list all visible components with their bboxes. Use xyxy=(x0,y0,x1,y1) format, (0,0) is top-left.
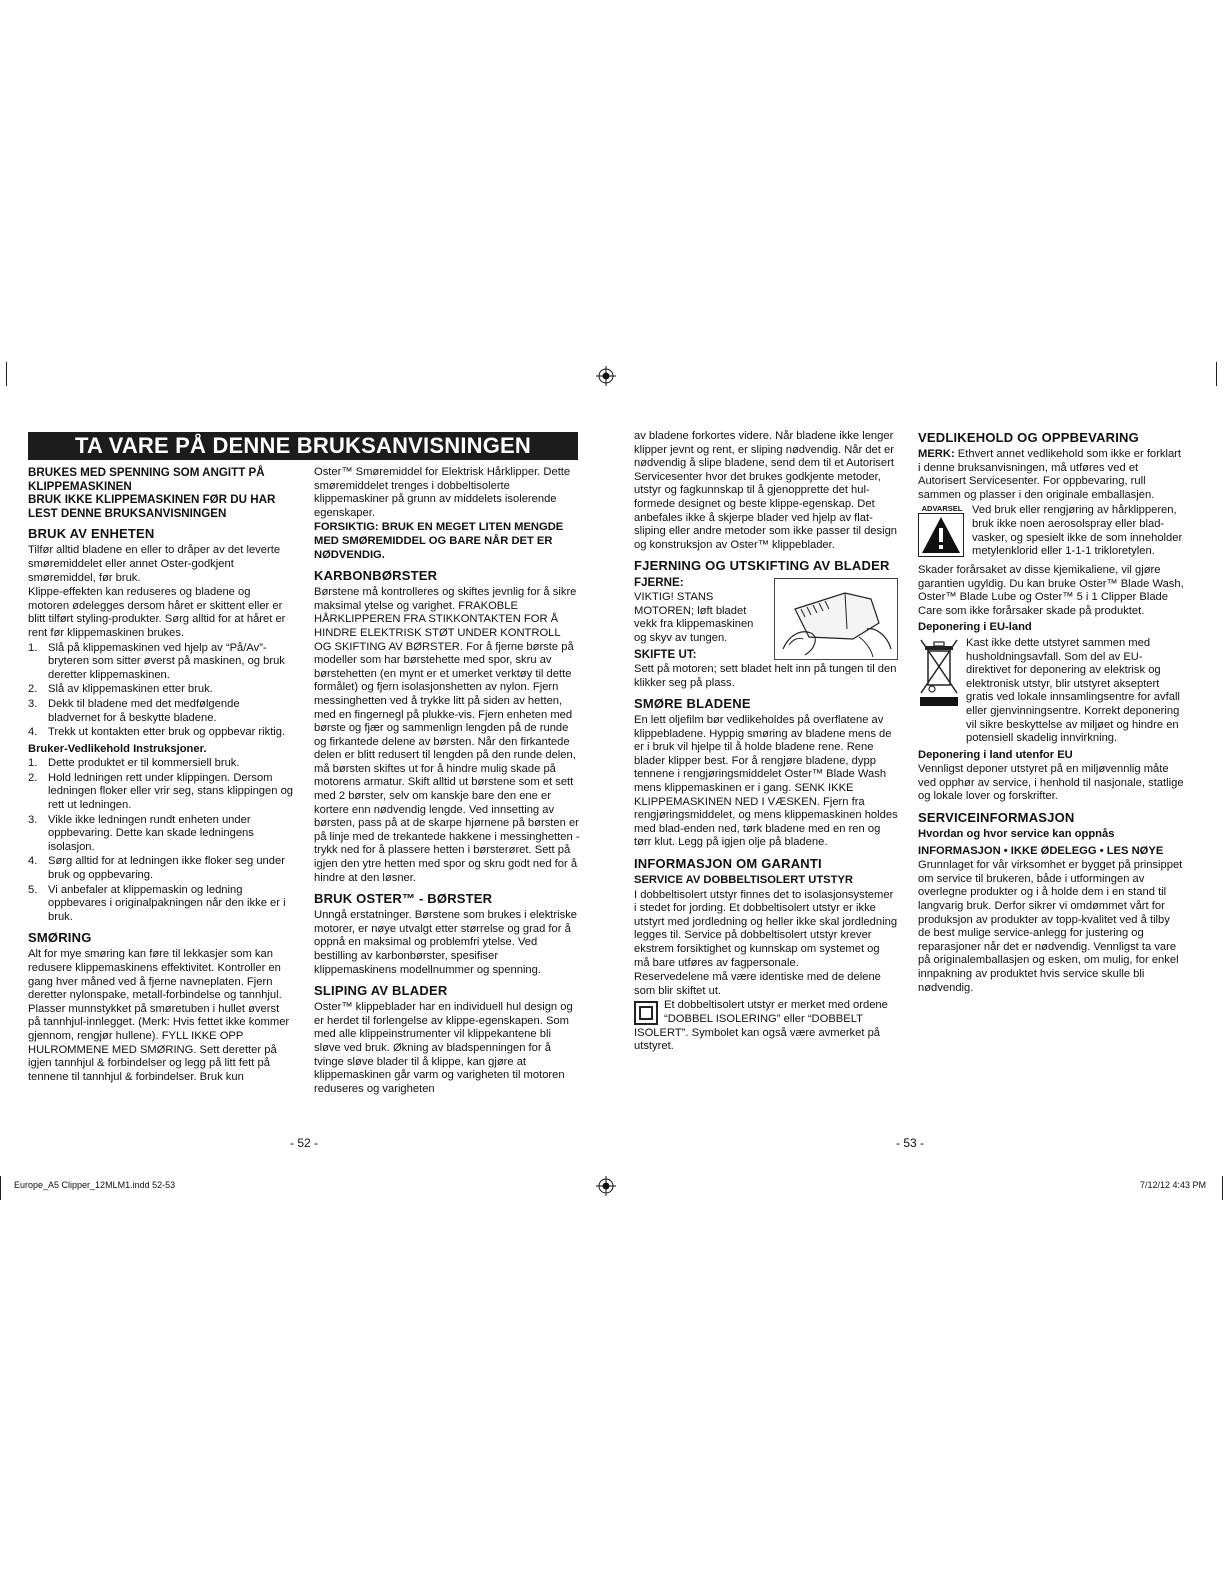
heading-bruk-av-enheten: BRUK AV ENHETEN xyxy=(28,526,155,542)
heading-service-dobbeltisolert: SERVICE AV DOBBELTISOLERT UTSTYR xyxy=(634,874,854,887)
list-item: 4. Trekk ut kontakten etter bruk og oppbevar riktig. xyxy=(28,726,286,739)
warning-triangle-icon xyxy=(918,513,964,557)
list-item: 3. Dekk til bladene med det medfølgende bladvernet for å beskytte bladene. xyxy=(28,697,240,724)
paragraph-sliping: Oster™ klippeblader har en individuell hul design og er herdet til forlengelse av klippe-egenskapen. Som med alle klippeinstrumenter vil klippekantene bli sløve ved bruk. Økning av bladspenningen for å tvinge sløve blader til å klippe, kan gjøre at klippemaskinen går varm og varigheten til motoren reduseres og varigheten xyxy=(314,1001,573,1095)
page-number-left: - 52 - xyxy=(290,1136,319,1150)
list-bruk xyxy=(28,642,294,740)
paragraph-advarsel: Ved bruk eller rengjøring av hårklipperen, bruk ikke noen aerosolspray eller blad-vasker, og spesielt ikke de som inneholder metylenklorid eller 1-1-1 trikloretylen. xyxy=(972,504,1183,558)
heading-deponering-utenfor-eu: Deponering i land utenfor EU xyxy=(918,748,1073,761)
warning-badge xyxy=(918,504,966,562)
paragraph-smoring: Alt for mye smøring kan føre til lekkasjer som kan redusere klippemaskinens effektivitet. Kontroller en gang hver måned ved å fjerne navneplaten. Fjern deretter nylonspake, metall-forbindelse og tannhjul. Plasser munnstykket på smøretuben i hullet øverst på tannhjul-innlegget. (Merk: Hvis fettet ikke kommer gjennom, rengjør hullene). FYLL IKKE OPP HULROMMENE MED SMØRING. Sett deretter på igjen tannhjul & forbindelser og legg på litt fett på tennene til tannhjul & forbindelser. Bruk kun xyxy=(28,948,290,1083)
caution-text: FORSIKTIG: BRUK EN MEGET LITEN MENGDE MED SMØREMIDDEL OG BARE NÅR DET ER NØDVENDIG. xyxy=(314,521,564,561)
registration-mark-top-icon xyxy=(596,366,616,386)
crop-mark-left xyxy=(6,362,7,386)
list-item: 4. Sørg alltid for at ledningen ikke floker seg under bruk og oppbevaring. xyxy=(28,855,285,882)
list-item: 2. Hold ledningen rett under klippingen. Dersom ledningen floker eller vrir seg, stans klippingen og rett ut ledningen. xyxy=(28,771,294,812)
heading-sliping: SLIPING AV BLADER xyxy=(314,983,448,999)
paragraph-deponering-eu: Kast ikke dette utstyret sammen med husholdningsavfall. Som del av EU-direktivet for deponering av elektrisk og elektronisk utstyr, blir utstyret akseptert gratis ved lokale innsamlingsentre for avfall eller gjenvinningsentre. Korrekt deponering vil sikre beskyttelse av miljøet og hindre en potensiell skadelig innvirkning. xyxy=(966,636,1180,745)
slug-filename: Europe_A5 Clipper_12MLM1.indd 52-53 xyxy=(14,1180,176,1190)
paragraph-sliping-cont: av bladene forkortes videre. Når bladene ikke lenger klipper jevnt og rent, er sliping nødvendig. Når det er nødvendig å slipe bladene, send dem til et Autorisert Servicesenter hvor det brukes godkjente metoder, utstyr og fagkunnskap til å gjenopprette det hul-formede designet og beste klippe-egenskap. Det anbefales ikke å skjerpe blader ved hjelp av flat-sliping eller andre metoder som ikke passer til design og konstruksjon av Oster™ klippeblader. xyxy=(634,430,898,551)
paragraph-karbonborster: Børstene må kontrolleres og skiftes jevnlig for å sikre maksimal ytelse og varighet. FRAKOBLE HÅRKLIPPEREN FRA STIKKONTAKTEN FOR Å HINDRE ELEKTRISK STØT UNDER KONTROLL OG SKIFTING AV BØRSTER. For å fjerne børste på modeller som har børstehette med spor, skru av børstehetten (en mynt er et umerket verktøy til dette formålet) og fjern isolasjonshetten av nylon. Fjern messinghetten ved å trykke litt på siden av hetten, med en fingernegl på plukke-vis. Fjern enheten med børste og fjær og sammenlign lengden på de runde og firkantede delene av børsten. Når den firkantede delen er blitt redusert til lengden på den runde delen, må børsten skiftes ut for å hindre mulig skade på motorens armatur. Skift alltid ut børstene som et sett med 2 børster, selv om kanskje bare den ene er kortere enn nødvendig lengde. Ved innsetting av børsten, pass på at de skarpe hjørnene på børsten er på linje med de trekantede hakkene i messinghetten - trykk ned for å plassere hetten i børsterøret. Sett på igjen den ytre hetten med spor og skru godt ned for å hindre at den løsner. xyxy=(314,586,580,884)
warning-block xyxy=(918,504,1184,562)
warning-label: ADVARSEL xyxy=(921,504,963,514)
paragraph-merk: MERK: Ethvert annet vedlikehold som ikke er forklart i denne bruksanvisningen, må utføres ved et Autorisert Servicesenter. For oppbevaring, rull sammen og plasser i den originale emballasjen. xyxy=(918,448,1182,501)
heading-bruk-oster-borster: BRUK OSTER™ - BØRSTER xyxy=(314,891,493,907)
paragraph-deponering-utenfor-eu: Vennligst deponer utstyret på en miljøvennlig måte ved opphør av service, i henhold til nasjonale, statlige og lokale lover og forskrifter. xyxy=(918,763,1184,803)
paragraph-dobbeltisolert-3: Et dobbeltisolert utstyr er merket med ordene “DOBBEL ISOLERING” eller “DOBBELT ISOLERT”. Symbolet kan også være avmerket på utstyret. xyxy=(634,999,888,1053)
slug-timestamp: 7/12/12 4:43 PM xyxy=(1139,1180,1206,1190)
intro-voltage: BRUKES MED SPENNING SOM ANGITT PÅ KLIPPEMASKINEN xyxy=(28,466,265,493)
list-item: 3. Vikle ikke ledningen rundt enheten under oppbevaring. Dette kan skade ledningens isolasjon. xyxy=(28,813,254,853)
registration-mark-bottom-icon xyxy=(596,1176,616,1196)
paragraph-grunnlaget: Grunnlaget for vår virksomhet er bygget på prinsippet om service til brukeren, både i utformingen av overlegne produkter og i å holde dem i en stand til langvarig bruk. Derfor sikrer vi omdømmet vårt for produksjon av produkter av topp-kvalitet ved å tilby de best mulige service-anlegg for justering og reparasjoner når det er nødvendig. Vennligst ta vare på originalemballasjen og esken, om mulig, for enkel innpakning av produktet hvis service skulle bli nødvendig. xyxy=(918,859,1183,994)
heading-deponering-eu: Deponering i EU-land xyxy=(918,621,1032,634)
heading-informasjon-les-noye: INFORMASJON • IKKE ØDELEGG • LES NØYE xyxy=(918,844,1164,857)
double-insulation-icon xyxy=(634,1001,658,1025)
right-column-3 xyxy=(634,430,898,1055)
crop-mark-bottom-left xyxy=(0,1176,1,1200)
weee-block xyxy=(918,637,1184,746)
heading-bruker-vedlikehold: Bruker-Vedlikehold Instruksjoner. xyxy=(28,742,207,755)
heading-vedlikehold-oppbevaring: VEDLIKEHOLD OG OPPBEVARING xyxy=(918,430,1139,445)
crop-mark-bottom-right xyxy=(1222,1176,1223,1200)
heading-garanti: INFORMASJON OM GARANTI xyxy=(634,856,822,872)
paragraph-fjerne: VIKTIG! STANS MOTOREN; løft bladet vekk fra klippemaskinen og skyv av tungen. xyxy=(634,590,754,644)
list-item: 1. Dette produktet er til kommersiell bruk. xyxy=(28,757,240,770)
page-number-right: - 53 - xyxy=(896,1136,925,1150)
heading-skifte-ut: SKIFTE UT: xyxy=(634,648,697,662)
list-item: 5. Vi anbefaler at klippemaskin og ledning oppbevares i originalpakningen når den ikke er i bruk. xyxy=(28,883,286,923)
intro-read-first: BRUK IKKE KLIPPEMASKINEN FØR DU HAR LEST DENNE BRUKSANVISNINGEN xyxy=(28,493,276,520)
heading-fjerne: FJERNE: xyxy=(634,576,684,590)
paragraph-bruk-1: Tilfør alltid bladene en eller to dråper av det leverte smøremiddelet eller annet Oster-godkjent smøremiddel, før bruk. xyxy=(28,544,281,584)
paragraph-skader: Skader forårsaket av disse kjemikaliene, vil gjøre garantien ugyldig. Du kan bruke Oster™ Blade Wash, Oster™ Blade Lube og Oster™ 5 i 1 Clipper Blade Care som ikke forårsaker skade på produktet. xyxy=(918,563,1184,617)
list-vedlikehold xyxy=(28,757,294,924)
list-item: 2. Slå av klippemaskinen etter bruk. xyxy=(28,683,213,696)
heading-smore-bladene: SMØRE BLADENE xyxy=(634,696,751,712)
crossed-bin-icon xyxy=(918,637,960,707)
page-banner: TA VARE PÅ DENNE BRUKSANVISNINGEN xyxy=(28,432,578,460)
heading-karbonborster: KARBONBØRSTER xyxy=(314,568,438,584)
crop-mark-right xyxy=(1216,362,1217,386)
paragraph-bruk-2: Klippe-effekten kan reduseres og bladene og motoren ødelegges dersom håret er skittent eller er blitt tilført styling-produkter. Sørg alltid for at håret er rent før klippemaskinen brukes. xyxy=(28,586,286,639)
clipper-blade-illustration-icon xyxy=(774,578,898,660)
paragraph-dobbeltisolert-1: I dobbeltisolert utstyr finnes det to isolasjonsystemer i stedet for jording. Et dobbeltisolert utstyr er ikke utstyrt med jordledning og heller ikke skal jordledning legges til. Service på dobbeltisolert utstyr krever ekstrem forsiktighet og kunnskap om systemet og må bare utføres av fagpersonale. xyxy=(634,888,898,969)
list-item: 1. Slå på klippemaskinen ved hjelp av “På/Av”-bryteren som sitter øverst på maskinen, og bruk deretter klippemaskinen. xyxy=(28,641,285,681)
left-column-2 xyxy=(314,466,580,1097)
heading-hvordan-service: Hvordan og hvor service kan oppnås xyxy=(918,828,1115,841)
heading-fjerning: FJERNING OG UTSKIFTING AV BLADER xyxy=(634,558,890,574)
paragraph-oster-borster: Unngå erstatninger. Børstene som brukes i elektriske motorer, er nøye utvalgt etter størrelse og grad for å oppnå en maksimal og problemfri ytelse. Ved bestilling av karbonbørster, spesifiser klippemaskinens modellnummer og spenning. xyxy=(314,909,578,976)
paragraph-smoremiddel: Oster™ Smøremiddel for Elektrisk Hårklipper. Dette smøremiddelet trenges i dobbeltisolerte klippemaskiner på grunn av middelets isolerende egenskaper. xyxy=(314,466,571,519)
paragraph-dobbeltisolert-2: Reservedelene må være identiske med de delene som blir skiftet ut. xyxy=(634,971,881,997)
heading-smoring: SMØRING xyxy=(28,930,92,946)
right-column-4 xyxy=(918,430,1184,996)
paragraph-smore-bladene: En lett oljefilm bør vedlikeholdes på overflatene av klippebladene. Hyppig smøring av bladene mens de er i bruk vil hjelpe til å holde bladene rene. Rene blader klipper best. For å rengjøre bladene, dypp tennene i rengjøringsmiddelet Oster™ Blade Wash mens klippemaskinen er i gang. SENK IKKE KLIPPEMASKINEN NED I VÆSKEN. Fjern fra rengjøringsmiddelet, og mens klippemaskinen holdes med blad-enden ned, tørk bladene med en ren og tørr klut. Legg på igjen olje på bladene. xyxy=(634,714,898,849)
heading-serviceinformasjon: SERVICEINFORMASJON xyxy=(918,810,1075,826)
paragraph-skifte-ut: Sett på motoren; sett bladet helt inn på tungen til den klikker seg på plass. xyxy=(634,662,897,689)
